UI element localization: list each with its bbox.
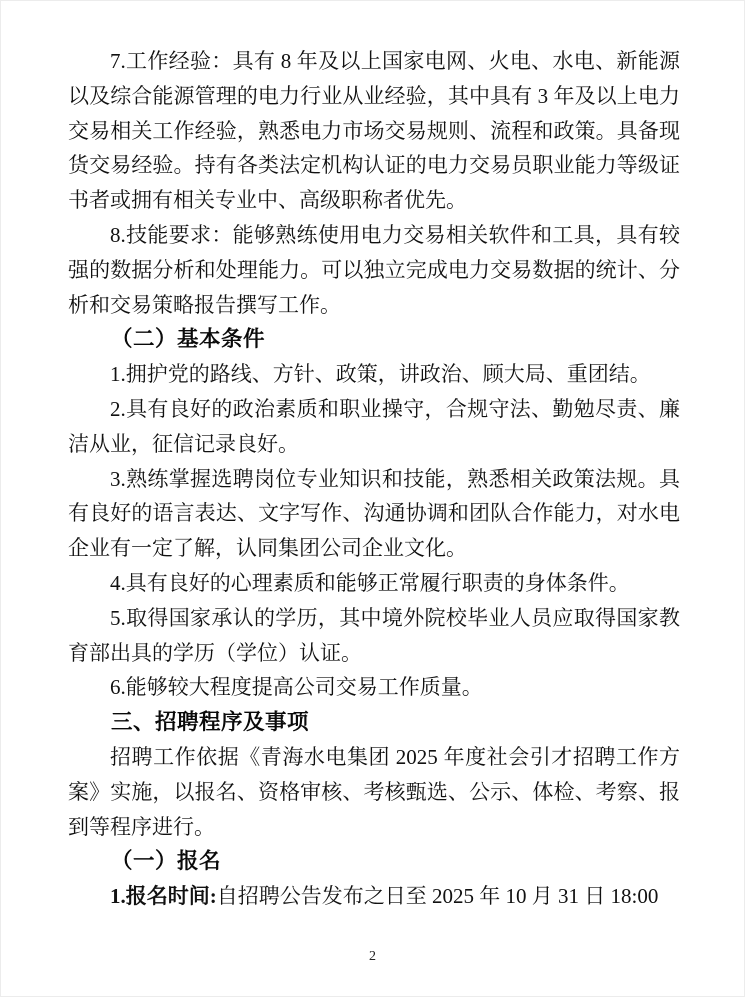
page-number: 2 [369, 949, 376, 964]
paragraph-condition-6: 6.能够较大程度提高公司交易工作质量。 [110, 675, 483, 700]
heading-recruitment-procedure: 三、招聘程序及事项 [111, 710, 310, 735]
paragraph-procedure-overview: 招聘工作依据《青海水电集团 2025 年度社会引才招聘工作方案》实施，以报名、资格审核、考核甄选、公示、体检、考察、报到等程序进行。 [68, 744, 680, 839]
paragraph-condition-3: 3.熟练掌握选聘岗位专业知识和技能，熟悉相关政策法规。具有良好的语言表达、文字写作、沟通协调和团队合作能力，对水电企业有一定了解，认同集团公司企业文化。 [68, 466, 680, 561]
paragraph-work-experience: 7.工作经验：具有 8 年及以上国家电网、火电、水电、新能源以及综合能源管理的电力行业从业经验，其中具有 3 年及以上电力交易相关工作经验，熟悉电力市场交易规则、流程和政策。具备现货交易经验。持有各类法定机构认证的电力交易员职业能力等级证书者或拥有相关专业中、高级职称者优先。 [68, 49, 680, 213]
paragraph-skill-requirements: 8.技能要求：能够熟练使用电力交易相关软件和工具，具有较强的数据分析和处理能力。可以独立完成电力交易数据的统计、分析和交易策略报告撰写工作。 [68, 222, 680, 317]
paragraph-condition-2: 2.具有良好的政治素质和职业操守，合规守法、勤勉尽责、廉洁从业，征信记录良好。 [68, 396, 680, 456]
registration-time-value: 自招聘公告发布之日至 2025 年 10 月 31 日 18:00 [216, 884, 659, 909]
heading-registration: （一）报名 [111, 849, 222, 874]
paragraph-condition-5: 5.取得国家承认的学历，其中境外院校毕业人员应取得国家教育部出具的学历（学位）认证。 [68, 605, 680, 665]
registration-time-label: 1.报名时间: [110, 884, 217, 909]
paragraph-condition-4: 4.具有良好的心理素质和能够正常履行职责的身体条件。 [110, 570, 630, 595]
paragraph-condition-1: 1.拥护党的路线、方针、政策，讲政治、顾大局、重团结。 [110, 362, 651, 387]
paragraph-registration-time [68, 879, 680, 914]
heading-basic-conditions: （二）基本条件 [111, 327, 266, 352]
document-body [68, 44, 680, 914]
